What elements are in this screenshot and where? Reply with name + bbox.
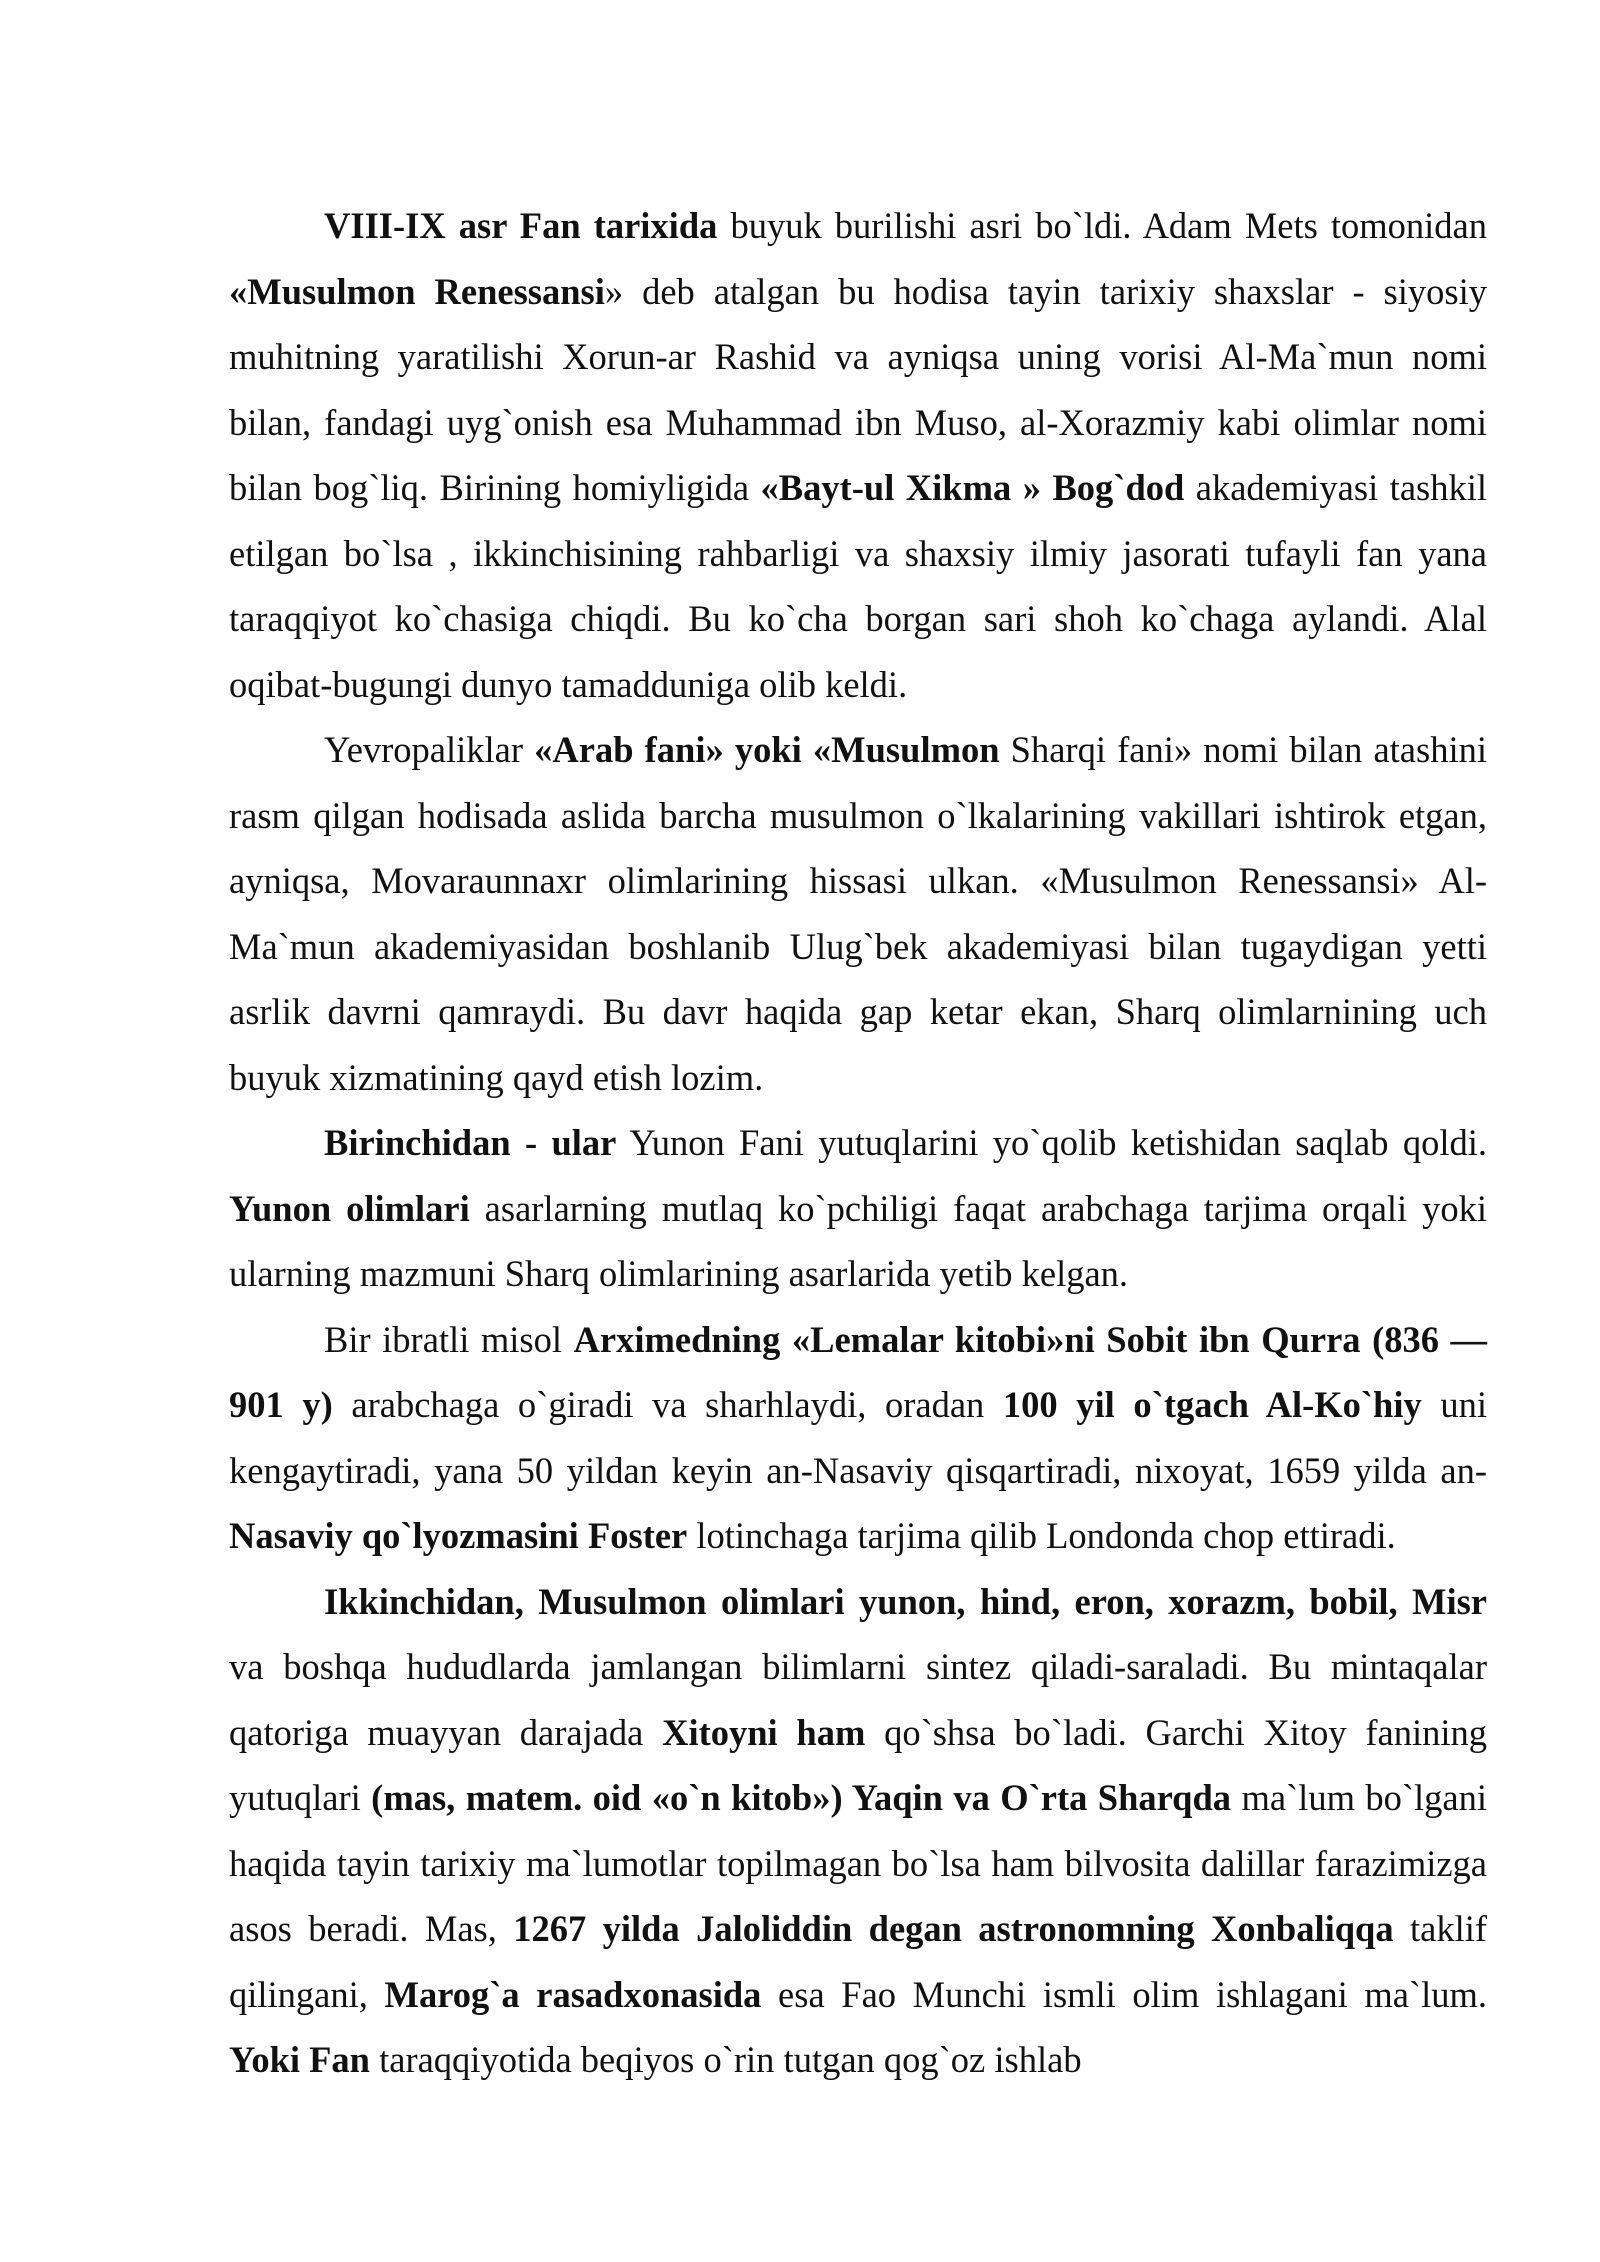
bold-text: Nasaviy qo`lyozmasini Foster [229, 1515, 688, 1556]
text: esa Fao Munchi ismli olim ishlagani ma`lum. [761, 1973, 1488, 2015]
paragraph-1 [229, 193, 1487, 717]
bold-text: «Musulmon Renessansi [229, 270, 605, 312]
bold-text: Ikkinchidan, Musulmon olimlari yunon, hind, eron, xorazm, bobil, Misr [324, 1580, 1487, 1622]
bold-text: Marog`a rasadxonasida [384, 1973, 762, 2015]
text: akademiyasi tashkil etilgan bo`lsa , ikkinchisining rahbarligi va shaxsiy ilmiy jasorati tufayli fan yana taraqqiyot ko`chasiga chiqdi. Bu ko`cha borgan sari shoh ko`chaga aylandi. Alal oqibat-bugungi dunyo tamadduniga olib keldi. [229, 467, 1488, 705]
bold-text: Arximedning «Lemalar kitobi»ni Sobit ibn Qurra (836 —901 y) [229, 1318, 1488, 1425]
bold-text: «Bayt-ul Xikma » Bog`dod [760, 467, 1185, 508]
bold-text: 100 yil o`tgach Al-Ko`hiy [1002, 1384, 1422, 1425]
paragraph-4 [229, 1307, 1487, 1569]
text: va boshqa hududlarda jamlangan bilimlarni sintez qiladi-saraladi. Bu mintaqalar qatoriga muayyan darajada [229, 1646, 1487, 1753]
paragraph-2 [229, 717, 1487, 1110]
bold-text: Yoki Fan [229, 2039, 370, 2080]
bold-text: Yunon olimlari [229, 1187, 470, 1229]
text: asarlarning mutlaq ko`pchiligi faqat arabchaga tarjima orqali yoki ularning mazmuni Sharq olimlarining asarlarida yetib kelgan. [229, 1187, 1487, 1294]
text: ma`lum bo`lgani haqida tayin tarixiy ma`lumotlar topilmagan bo`lsa ham bilvosita dalillar farazimizga asos beradi. Mas, [229, 1777, 1487, 1949]
text: Yunon Fani yutuqlarini yo`qolib ketishidan saqlab qoldi. [616, 1122, 1487, 1163]
bold-text: 1267 yilda Jaloliddin degan astronomning Xonbaliqqa [513, 1908, 1394, 1949]
bold-text: «Arab fani» yoki «Musulmon [534, 729, 1000, 770]
bold-text: Xitoyni ham [662, 1711, 866, 1753]
document-body [229, 193, 1487, 2093]
text: taraqqiyotida beqiyos o`rin tutgan qog`oz ishlab [369, 2039, 1082, 2080]
paragraph-5 [229, 1569, 1487, 2093]
text: qo`shsa bo`ladi. Garchi Xitoy fanining yutuqlari [229, 1711, 1487, 1818]
bold-text: VIII-IX asr Fan tarixida [324, 205, 718, 246]
text: » deb atalgan bu hodisa tayin tarixiy shaxslar - siyosiy muhitning yaratilishi Xorun-ar Rashid va ayniqsa uning vorisi Al-Ma`mun nomi bilan, fandagi uyg`onish esa Muhammad ibn Muso, al-Xorazmiy kabi olimlar nomi bilan bog`liq. Birining homiyligida [229, 270, 1487, 508]
text: lotinchaga tarjima qilib Londonda chop ettiradi. [687, 1515, 1396, 1556]
text: Bir ibratli misol [324, 1318, 574, 1360]
text: taklif qilingani, [229, 1908, 1488, 2015]
text: arabchaga o`giradi va sharhlaydi, oradan [332, 1384, 1003, 1425]
bold-text: Birinchidan - ular [324, 1122, 617, 1163]
bold-text: (mas, matem. oid «o`n kitob») Yaqin va O`rta Sharqda [371, 1777, 1232, 1818]
text: buyuk burilishi asri bo`ldi. Adam Mets tomonidan [717, 205, 1488, 246]
text: Yevropaliklar [324, 729, 535, 770]
paragraph-3 [229, 1110, 1487, 1307]
text: Sharqi fani» nomi bilan atashini rasm qilgan hodisada aslida barcha musulmon o`lkalarining vakillari ishtirok etgan, ayniqsa, Movaraunnaxr olimlarining hissasi ulkan. «Musulmon Renessansi» Al-Ma`mun akademiyasidan boshlanib Ulug`bek akademiyasi bilan tugaydigan yetti asrlik davrni qamraydi. Bu davr haqida gap ketar ekan, Sharq olimlarnining uch buyuk xizmatining qayd etish lozim. [229, 729, 1487, 1098]
text: uni kengaytiradi, yana 50 yildan keyin an-Nasaviy qisqartiradi, nixoyat, 1659 yilda an- [229, 1384, 1487, 1491]
